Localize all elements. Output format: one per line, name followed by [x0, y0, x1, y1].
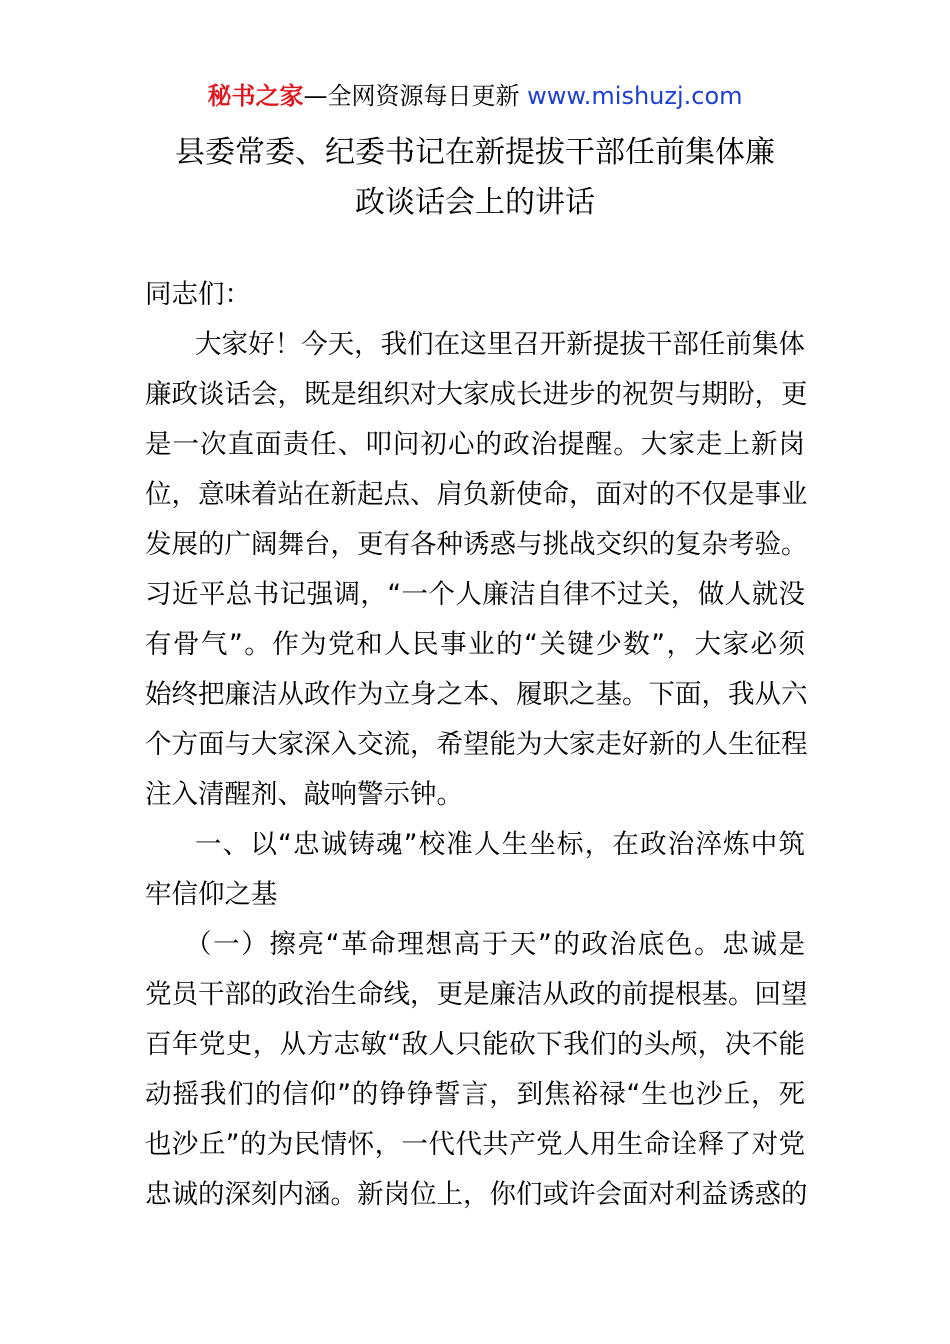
paragraph-line: 有骨气”。作为党和人民事业的“关键少数”，大家必须: [145, 629, 805, 660]
paragraph-line: 动摇我们的信仰”的铮铮誓言，到焦裕禄“生也沙丘，死: [145, 1079, 805, 1110]
paragraph-line: 大家好！今天，我们在这里召开新提拔干部任前集体: [195, 329, 805, 360]
title-line-1: 县委常委、纪委书记在新提拔干部任前集体廉: [175, 135, 775, 170]
paragraph-line: 始终把廉洁从政作为立身之本、履职之基。下面，我从六: [145, 679, 808, 710]
paragraph-line: 是一次直面责任、叩问初心的政治提醒。大家走上新岗: [145, 429, 805, 460]
salutation: 同志们：: [145, 279, 251, 310]
section-heading-line: 牢信仰之基: [145, 879, 278, 910]
document-title: [150, 128, 800, 228]
paragraph-line: 个方面与大家深入交流，希望能为大家走好新的人生征程: [145, 729, 808, 760]
paragraph-line: 百年党史，从方志敏“敌人只能砍下我们的头颅，决不能: [145, 1029, 805, 1060]
paragraph-line: 注入清醒剂、敲响警示钟。: [145, 779, 463, 810]
paragraph-line: 也沙丘”的为民情怀，一代代共产党人用生命诠释了对党: [145, 1129, 805, 1160]
paragraph-line: （一）擦亮“革命理想高于天”的政治底色。忠诚是: [185, 929, 805, 960]
paragraph-line: 发展的广阔舞台，更有各种诱惑与挑战交织的复杂考验。: [145, 529, 808, 560]
site-header: [0, 80, 950, 112]
paragraph-line: 忠诚的深刻内涵。新岗位上，你们或许会面对利益诱惑的: [145, 1179, 808, 1210]
paragraph-line: 习近平总书记强调，“一个人廉洁自律不过关，做人就没: [145, 579, 805, 610]
document-body: [145, 270, 808, 1220]
site-brand: 秘书之家: [207, 82, 304, 110]
site-slogan: —全网资源每日更新: [303, 82, 528, 110]
site-url[interactable]: www.mishuzj.com: [527, 82, 743, 110]
paragraph-line: 党员干部的政治生命线，更是廉洁从政的前提根基。回望: [145, 979, 808, 1010]
paragraph-line: 位，意味着站在新起点、肩负新使命，面对的不仅是事业: [145, 479, 808, 510]
title-line-2: 政谈话会上的讲话: [355, 185, 595, 220]
section-heading-line: 一、以“忠诚铸魂”校准人生坐标，在政治淬炼中筑: [195, 829, 805, 860]
paragraph-line: 廉政谈话会，既是组织对大家成长进步的祝贺与期盼，更: [145, 379, 808, 410]
